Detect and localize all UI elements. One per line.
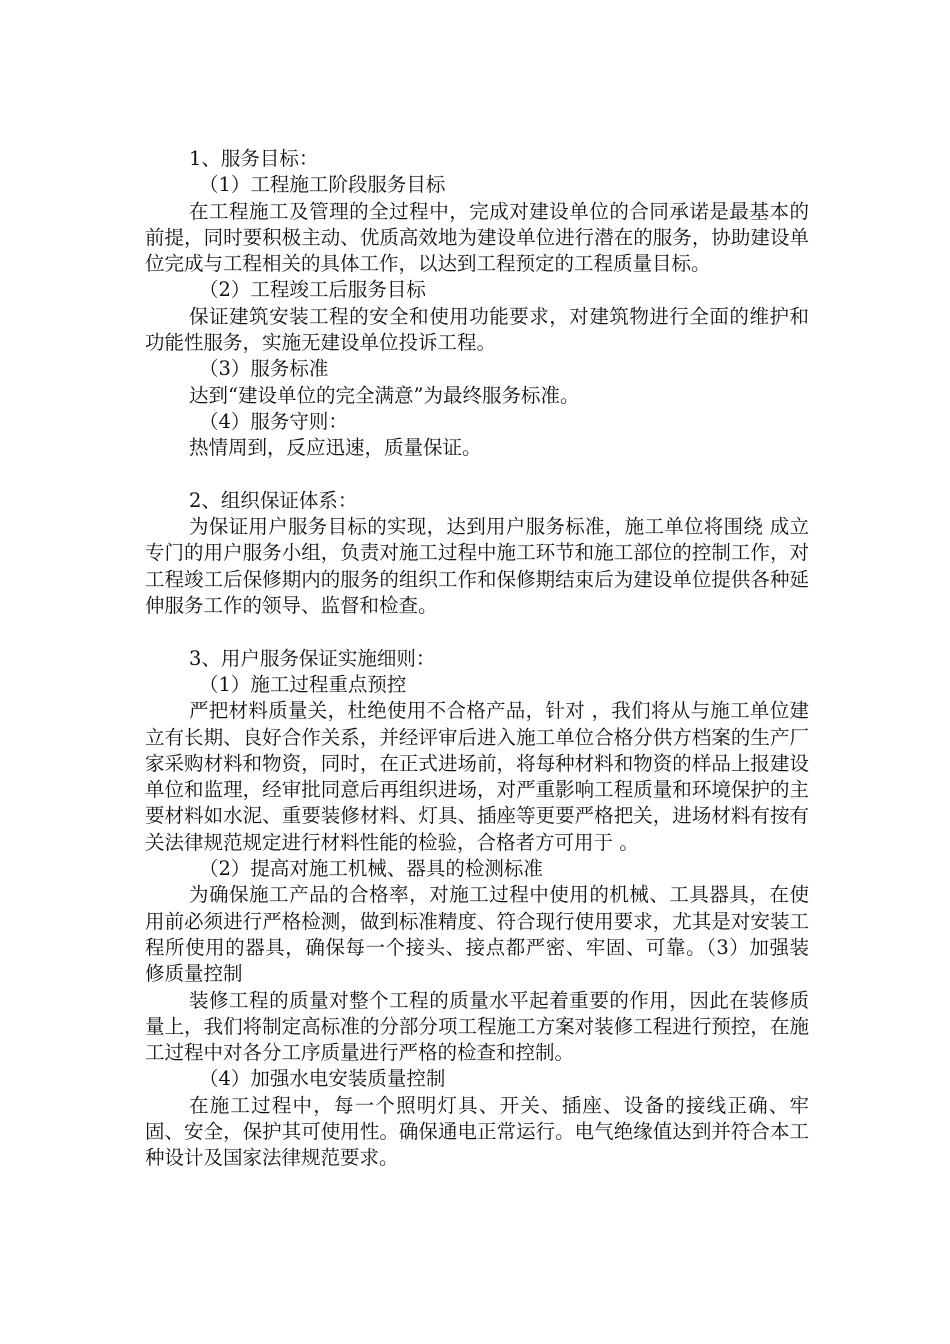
section-heading-organization: 2、组织保证体系： bbox=[189, 488, 358, 512]
spacer bbox=[145, 462, 809, 488]
paragraph-electrical-plumbing-quality: 在施工过程中，每一个照明灯具、开关、插座、设备的接线正确、牢固、安全，保护其可使用性。确保通电正常运行。电气绝缘值达到并符合本工种设计及国家法律规范要求。 bbox=[145, 1093, 809, 1170]
paragraph-service-standard: 达到“建设单位的完全满意”为最终服务标准。 bbox=[189, 383, 580, 407]
subheading-construction-phase-goal: （1）工程施工阶段服务目标 bbox=[199, 173, 446, 197]
paragraph-key-precontrol: 严把材料质量关，杜绝使用不合格产品，针对 ，我们将从与施工单位建立有长期、良好合作关系，并经评审后进入施工单位合格分供方档案的生产厂家采购材料和物资，同时，在正式进场前，将每种材料和物资的样品上报建设单位和监理，经审批同意后再组织进场，对严重影响工程质量和环境保护的主要材料如水泥、重要装修材料、灯具、插座等更要严格把关，进场材料有按有关法律规范规定进行材料性能的检验，合格者方可用于 。 bbox=[145, 699, 809, 854]
section-heading-service-goals: 1、服务目标： bbox=[189, 147, 319, 170]
paragraph-post-completion-goal: 保证建筑安装工程的安全和使用功能要求，对建筑物进行全面的维护和功能性服务，实施无建设单位投诉工程。 bbox=[145, 304, 809, 355]
subheading-service-standard: （3）服务标准 bbox=[199, 357, 329, 381]
paragraph-equipment-inspection: 为确保施工产品的合格率，对施工过程中使用的机械、工具器具，在使用前必须进行严格检测，做到标准精度、符合现行使用要求，尤其是对安装工程所使用的器具，确保每一个接头、接点都严密、牢固、可靠。（3）加强装修质量控制 bbox=[145, 883, 809, 986]
subheading-equipment-inspection: （2）提高对施工机械、器具的检测标准 bbox=[199, 857, 543, 881]
subheading-electrical-plumbing-quality: （4）加强水电安装质量控制 bbox=[199, 1067, 446, 1091]
subheading-key-precontrol: （1）施工过程重点预控 bbox=[199, 672, 407, 696]
document-body bbox=[145, 146, 809, 1172]
subheading-post-completion-goal: （2）工程竣工后服务目标 bbox=[199, 278, 426, 302]
paragraph-construction-phase-goal: 在工程施工及管理的全过程中，完成对建设单位的合同承诺是最基本的前提，同时要积极主动、优质高效地为建设单位进行潜在的服务，协助建设单位完成与工程相关的具体工作，以达到工程预定的工程质量目标。 bbox=[145, 199, 809, 276]
subheading-service-rules: （4）服务守则： bbox=[199, 409, 348, 433]
paragraph-decoration-quality: 装修工程的质量对整个工程的质量水平起着重要的作用，因此在装修质量上，我们将制定高标准的分部分项工程施工方案对装修工程进行预控，在施工过程中对各分工序质量进行严格的检查和控制。 bbox=[145, 988, 809, 1065]
section-heading-implementation-rules: 3、用户服务保证实施细则： bbox=[189, 646, 436, 670]
paragraph-service-rules: 热情周到，反应迅速，质量保证。 bbox=[189, 436, 482, 460]
spacer bbox=[145, 619, 809, 645]
paragraph-organization: 为保证用户服务目标的实现，达到用户服务标准，施工单位将围绕 成立专门的用户服务小组，负责对施工过程中施工环节和施工部位的控制工作，对工程竣工后保修期内的服务的组织工作和保修期结束后为建设单位提供各种延伸服务工作的领导、监督和检查。 bbox=[145, 515, 809, 618]
